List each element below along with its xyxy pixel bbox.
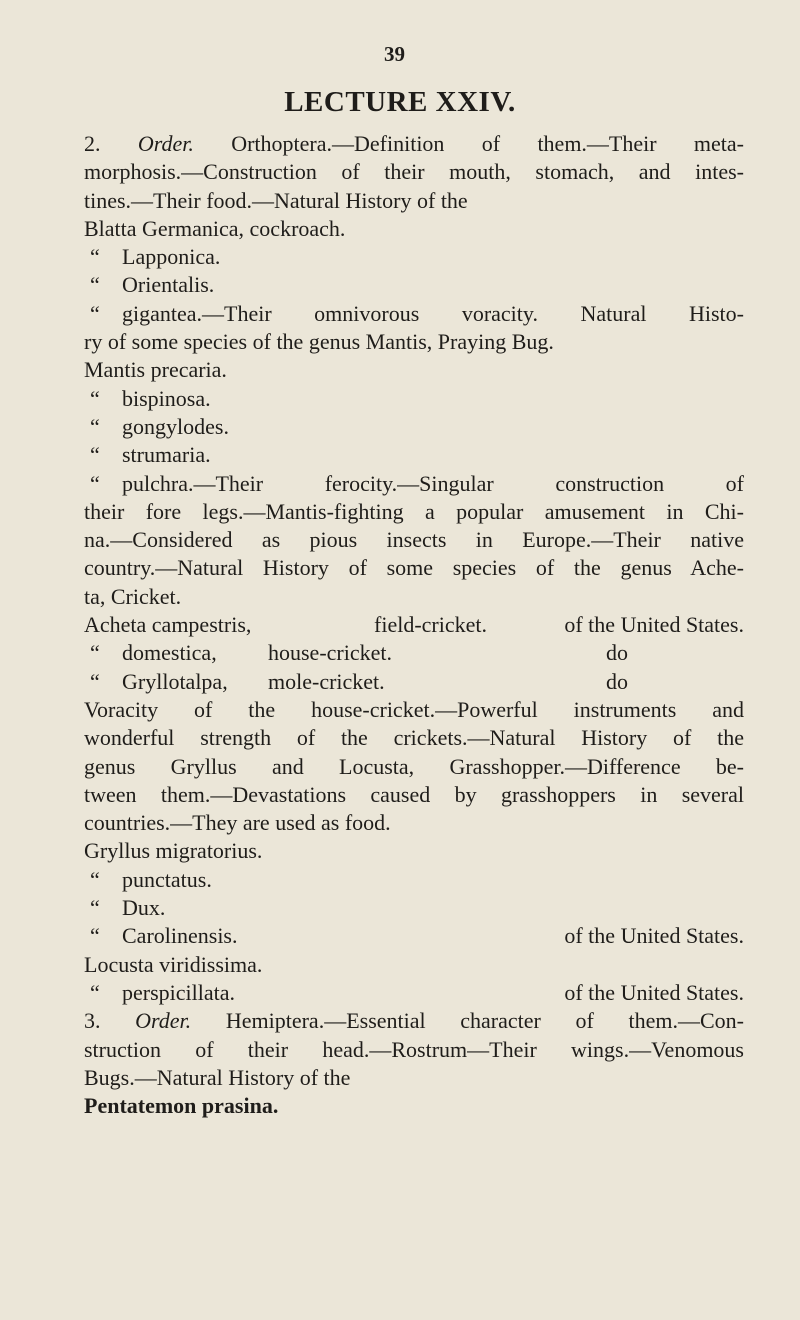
text-line: struction of their head.—Rostrum—Their wings.—Venomous [84, 1036, 744, 1062]
text-line: morphosis.—Construction of their mouth, stomach, and intes- [84, 159, 744, 185]
text-line: “ Orientalis. [84, 271, 744, 299]
text-line: “ gigantea.—Their omnivorous voracity. Natural Histo- [84, 300, 744, 328]
text-line: na.—Considered as pious insects in Europe.—Their native [84, 527, 744, 553]
text-line: “ pulchra.—Their ferocity.—Singular construction of [84, 470, 744, 498]
text-line: “ Lapponica. [84, 243, 744, 271]
ditto-mark: “ [90, 979, 100, 1005]
text-line: country.—Natural History of some species of the genus Ache- [84, 555, 744, 581]
text-line: countries.—They are used as food. [84, 810, 391, 836]
text-line: 2. Order. Orthoptera.—Definition of them.—Their meta- [84, 131, 744, 156]
ditto-mark: “ [90, 895, 100, 921]
text-line: “ Dux. [84, 894, 744, 922]
cricket-row: “ domestica, house-cricket. do [84, 639, 744, 667]
text-line: wonderful strength of the crickets.—Natural History of the [84, 725, 744, 751]
ditto-mark: “ [90, 470, 100, 496]
text-line: “ gongylodes. [84, 413, 744, 441]
ditto-mark: “ [90, 413, 100, 439]
ditto-mark: “ [90, 442, 100, 468]
text-line: ta, Cricket. [84, 583, 182, 609]
ditto-mark: “ [90, 244, 100, 270]
text-line: Gryllus migratorius. [84, 838, 263, 864]
lecture-body [84, 130, 744, 1120]
ditto-mark: “ [90, 385, 100, 411]
text-line: ry of some species of the genus Mantis, Praying Bug. [84, 329, 554, 355]
text-line: Locusta viridissima. [84, 951, 263, 977]
text-line: 3. Order. Hemiptera.—Essential character of them.—Con- [84, 1008, 744, 1034]
ditto-mark: “ [90, 300, 100, 326]
text-line: genus Gryllus and Locusta, Grasshopper.—Difference be- [84, 753, 744, 779]
text-line: Bugs.—Natural History of the [84, 1064, 351, 1090]
text-line: their fore legs.—Mantis-fighting a popular amusement in Chi- [84, 498, 744, 524]
cricket-row: Acheta campestris, field-cricket. of the United States. [84, 612, 744, 638]
text-line: “ punctatus. [84, 866, 744, 894]
text-line: tween them.—Devastations caused by grasshoppers in several [84, 781, 744, 807]
ditto-mark: “ [90, 923, 100, 949]
text-line: tines.—Their food.—Natural History of the [84, 187, 468, 213]
species-row: “ Carolinensis. of the United States. [84, 922, 744, 950]
ditto-mark: “ [90, 866, 100, 892]
lecture-title: LECTURE XXIV. [284, 86, 516, 118]
ditto-mark: “ [90, 668, 100, 694]
text-line: Mantis precaria. [84, 357, 227, 383]
species-row: “ perspicillata. of the United States. [84, 979, 744, 1007]
ditto-mark: “ [90, 640, 100, 666]
text-line: Blatta Germanica, cockroach. [84, 215, 346, 241]
text-line: “ bispinosa. [84, 385, 744, 413]
text-line: Voracity of the house-cricket.—Powerful instruments and [84, 696, 744, 722]
ditto-mark: “ [90, 272, 100, 298]
page-number: 39 [384, 42, 405, 66]
cricket-row: “ Gryllotalpa, mole-cricket. do [84, 668, 744, 696]
text-line: Pentatemon prasina. [84, 1093, 279, 1119]
text-line: “ strumaria. [84, 441, 744, 469]
